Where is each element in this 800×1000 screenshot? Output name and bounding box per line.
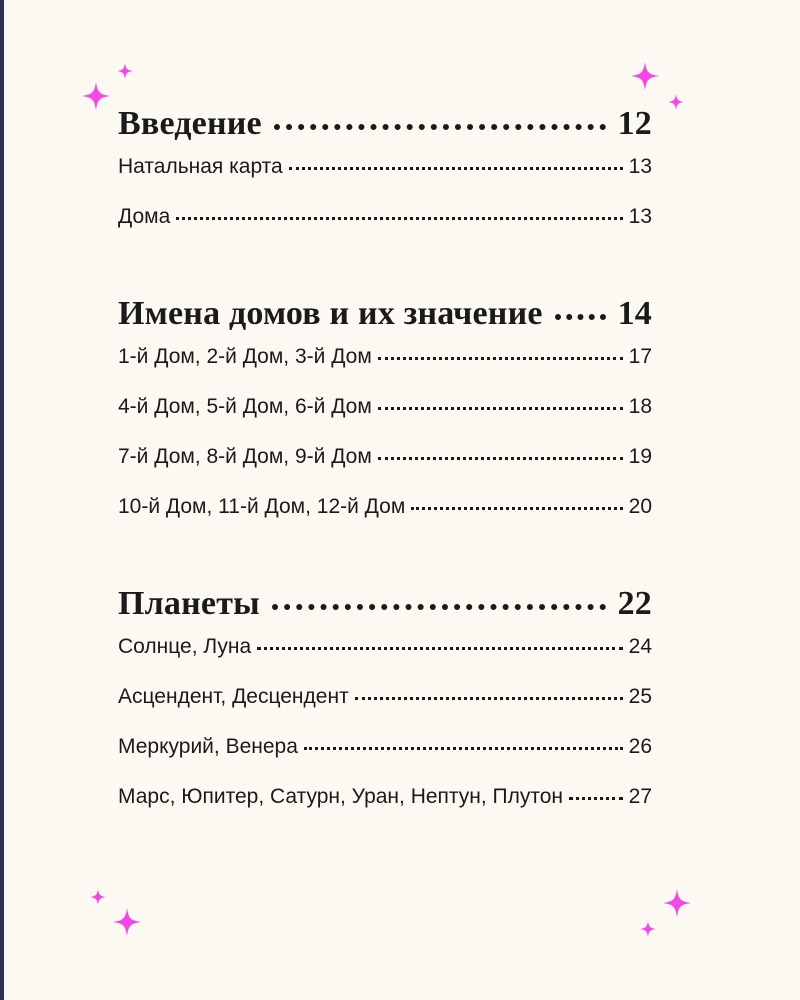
- toc-entry[interactable]: [118, 155, 652, 205]
- toc-section-heading[interactable]: [118, 105, 652, 155]
- sparkle-icon: [90, 889, 106, 905]
- sparkle-icon: [668, 94, 684, 110]
- toc-entry[interactable]: [118, 735, 652, 785]
- entry-page-number: 13: [628, 155, 652, 178]
- toc-section-heading[interactable]: [118, 585, 652, 635]
- entry-title: Дома: [118, 205, 171, 228]
- dot-leader: [569, 797, 623, 800]
- section-page-number: 14: [617, 295, 652, 332]
- dot-leader: [355, 697, 623, 700]
- toc-section-heading[interactable]: [118, 295, 652, 345]
- entry-title: 7-й Дом, 8-й Дом, 9-й Дом: [118, 445, 372, 468]
- entry-page-number: 26: [628, 735, 652, 758]
- table-of-contents: [118, 105, 652, 835]
- dot-leader: [257, 647, 622, 650]
- entry-page-number: 17: [628, 345, 652, 368]
- dot-leader: [378, 407, 623, 410]
- toc-section-introduction: [118, 105, 652, 255]
- dot-leader: [304, 747, 623, 750]
- dot-leader: [555, 314, 606, 320]
- entry-title: Солнце, Луна: [118, 635, 252, 658]
- sparkle-icon: [640, 921, 656, 937]
- toc-entry[interactable]: [118, 445, 652, 495]
- toc-entry[interactable]: [118, 345, 652, 395]
- dot-leader: [272, 604, 606, 610]
- entry-title: 4-й Дом, 5-й Дом, 6-й Дом: [118, 395, 372, 418]
- toc-entry[interactable]: [118, 785, 652, 835]
- toc-entry[interactable]: [118, 205, 652, 255]
- entry-page-number: 19: [628, 445, 652, 468]
- toc-entry[interactable]: [118, 395, 652, 445]
- sparkle-icon: [631, 62, 659, 90]
- dot-leader: [176, 217, 622, 220]
- entry-title: Натальная карта: [118, 155, 283, 178]
- entry-title: 10-й Дом, 11-й Дом, 12-й Дом: [118, 495, 406, 518]
- sparkle-icon: [117, 63, 133, 79]
- section-page-number: 22: [617, 585, 652, 622]
- entry-page-number: 20: [628, 495, 652, 518]
- entry-page-number: 24: [628, 635, 652, 658]
- entry-page-number: 27: [628, 785, 652, 808]
- entry-page-number: 18: [628, 395, 652, 418]
- toc-entry[interactable]: [118, 685, 652, 735]
- entry-title: Меркурий, Венера: [118, 735, 298, 758]
- entry-title: Марс, Юпитер, Сатурн, Уран, Нептун, Плутон: [118, 785, 564, 808]
- dot-leader: [411, 507, 622, 510]
- entry-title: 1-й Дом, 2-й Дом, 3-й Дом: [118, 345, 372, 368]
- dot-leader: [378, 457, 623, 460]
- toc-entry[interactable]: [118, 635, 652, 685]
- sparkle-icon: [113, 908, 141, 936]
- toc-section-houses: [118, 295, 652, 545]
- page-left-edge: [0, 0, 4, 1000]
- entry-page-number: 13: [628, 205, 652, 228]
- toc-entry[interactable]: [118, 495, 652, 545]
- section-title: Имена домов и их значение: [118, 295, 543, 332]
- dot-leader: [378, 357, 623, 360]
- sparkle-icon: [82, 82, 110, 110]
- section-page-number: 12: [617, 105, 652, 142]
- dot-leader: [274, 124, 606, 130]
- entry-page-number: 25: [628, 685, 652, 708]
- dot-leader: [289, 167, 623, 170]
- sparkle-icon: [663, 889, 691, 917]
- section-title: Введение: [118, 105, 262, 142]
- entry-title: Асцендент, Десцендент: [118, 685, 349, 708]
- toc-section-planets: [118, 585, 652, 835]
- section-title: Планеты: [118, 585, 260, 622]
